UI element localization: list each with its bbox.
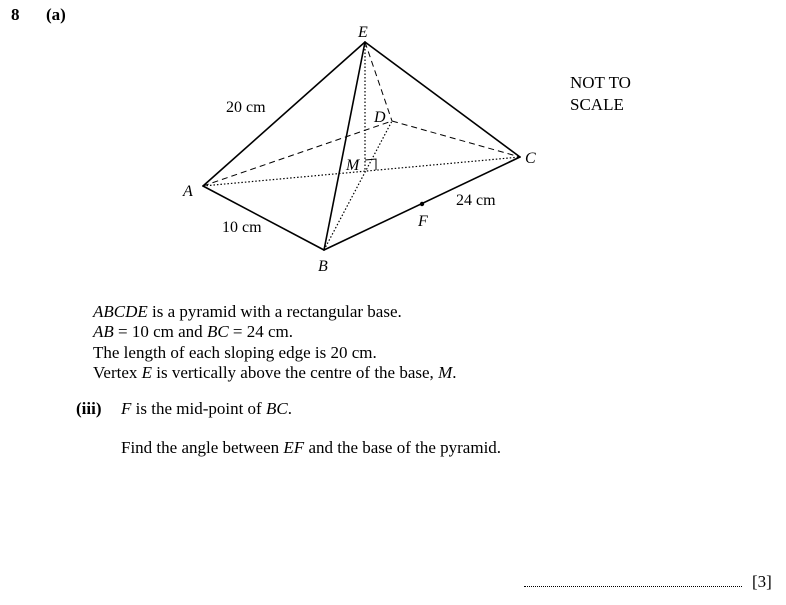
label-a: A [183,183,193,200]
statement-bc-value: = 24 cm. [228,322,294,341]
statement-line-2 [93,321,293,342]
statement-line-1 [93,301,402,322]
label-sloping-edge-length: 20 cm [226,99,266,116]
answer-line[interactable] [524,570,742,587]
diagonal-ac [203,157,520,186]
label-f: F [418,213,428,230]
label-bc-length: 24 cm [456,192,496,209]
edge-ad-hidden [203,121,392,186]
statement-line-4-c: is vertically above the centre of the base, [152,363,439,382]
task-edge-bc: BC [265,399,288,418]
label-e: E [358,24,368,41]
not-to-scale-line1: NOT TO [570,73,631,92]
label-ab-length: 10 cm [222,219,262,236]
statement-centre-m: M [438,363,453,382]
edge-dc-hidden [392,121,520,157]
statement-ab-value: = 10 cm and [113,322,207,341]
statement-line-1-text: is a pyramid with a rectangular base. [147,302,402,321]
not-to-scale-line2: SCALE [570,95,624,114]
statement-line-4 [93,362,456,383]
label-d: D [374,109,386,126]
task-midpoint-text: is the mid-point of [131,399,266,418]
statement-line-3: The length of each sloping edge is 20 cm. [93,343,377,362]
task-find-line [121,437,501,458]
statement-vertex-e: E [141,363,153,382]
statement-ab: AB [93,322,114,341]
label-c: C [525,150,536,167]
task-point-f: F [121,399,132,418]
statement-bc: BC [206,322,229,341]
marks-label: [3] [752,572,772,591]
edge-ab [203,186,324,250]
statement-pyramid-name: ABCDE [93,302,148,321]
task-midpoint-end: . [287,399,292,418]
subpart-label: (iii) [76,399,102,418]
statement-line-4-a: Vertex [93,363,142,382]
statement-line-4-e: . [452,363,457,382]
point-f-dot [420,202,424,206]
question-part: (a) [46,5,66,24]
label-b: B [318,258,328,275]
question-number: 8 [11,5,20,24]
diagonal-bd [324,121,392,250]
task-line-ef: EF [283,438,305,457]
task-find-end: and the base of the pyramid. [304,438,502,457]
pyramid-diagram [0,0,786,300]
task-midpoint-line [121,398,292,419]
task-find-text: Find the angle between [121,438,284,457]
edge-ec [365,42,520,157]
label-m: M [346,157,360,174]
